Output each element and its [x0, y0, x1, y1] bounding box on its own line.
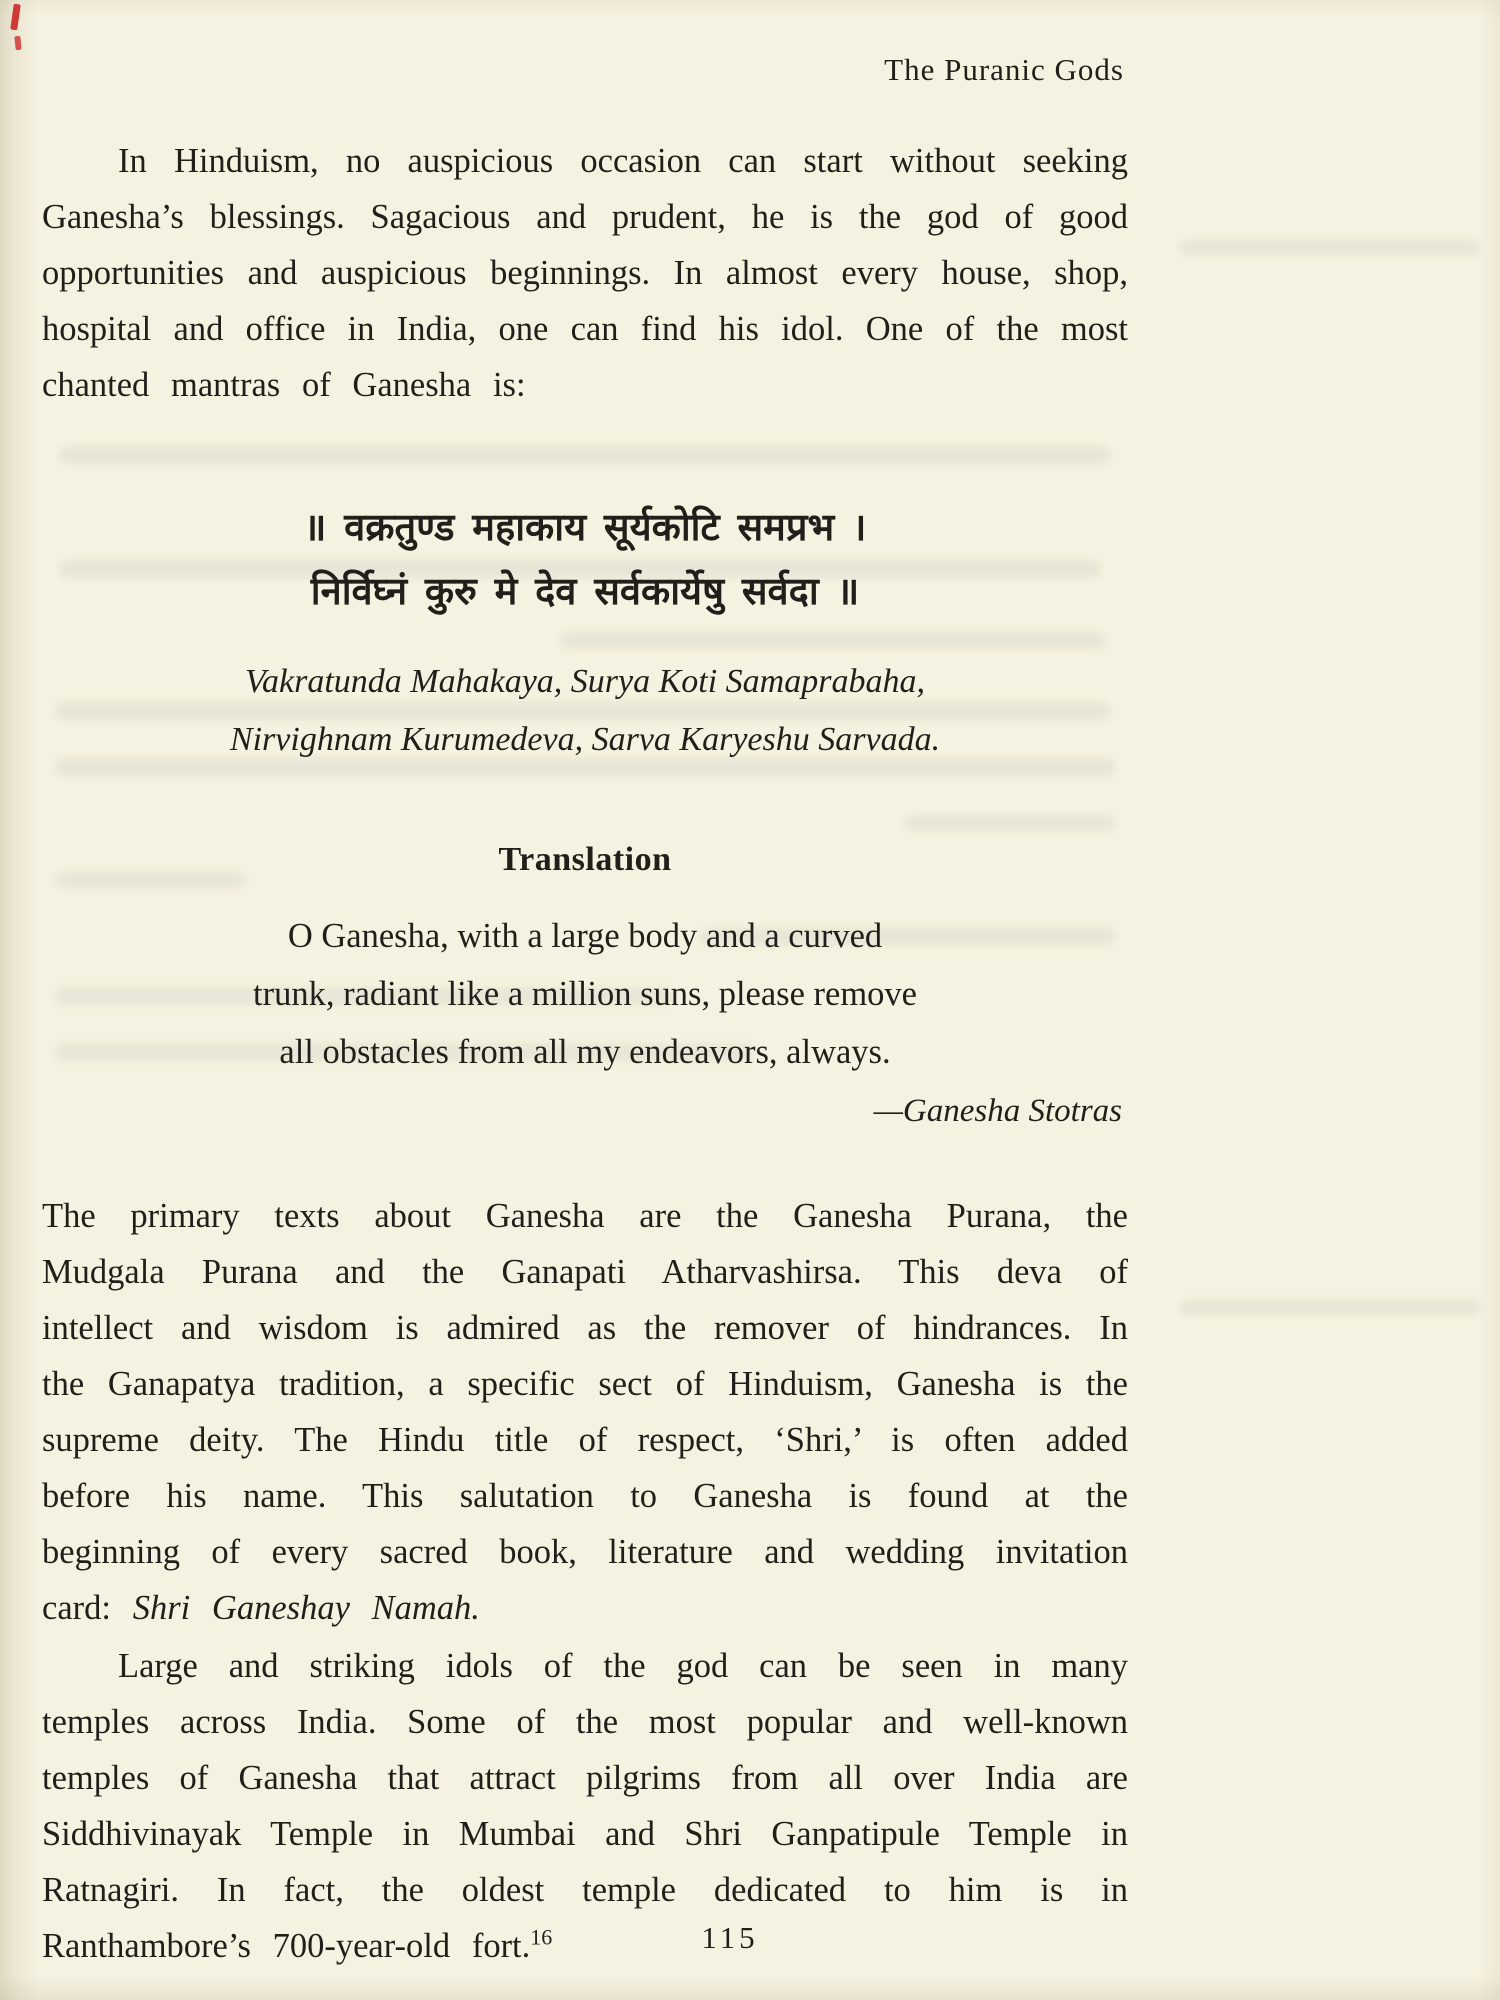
paragraph-temples-body: Large and striking idols of the god can be seen in many temples across India. Some of the most popular and well-known temples of Ganesha that attract pilgrims from all over India are Siddhivinayak Temple in Mumbai and Shri Ganpatipule Temple in Ratnagiri. In fact, the oldest temple dedicated to him is in Ranthambore’s 700-year-old fort.	[42, 1647, 1128, 1965]
paragraph-intro: In Hinduism, no auspicious occasion can start without seeking Ganesha’s blessings. Sagacious and prudent, he is the god of good opportunities and auspicious beginnings. In almost every house, shop, hospital and office in India, one can find his idol. One of the most chanted mantras of Ganesha is:	[42, 142, 1128, 404]
transliteration-line-2: Nirvighnam Kurumedeva, Sarva Karyeshu Sarvada.	[229, 721, 941, 758]
mantra-transliteration	[42, 653, 1128, 769]
paragraph-primary-texts-body: The primary texts about Ganesha are the Ganesha Purana, the Mudgala Purana and the Ganapati Atharvashirsa. This deva of intellect and wisdom is admired as the remover of hindrances. In the Ganapatya tradition, a specific sect of Hinduism, Ganesha is the supreme deity. The Hindu title of respect, ‘Shri,’ is often added before his name. This salutation to Ganesha is found at the beginning of every sacred book, literature and wedding invitation card:	[42, 1197, 1128, 1627]
footnote-reference: 16	[530, 1924, 553, 1950]
transliteration-line-1: Vakratunda Mahakaya, Surya Koti Samaprabaha,	[245, 663, 925, 700]
translation-line-1: O Ganesha, with a large body and a curved	[287, 917, 883, 955]
salutation-phrase: Shri Ganeshay Namah.	[132, 1589, 480, 1627]
paragraph-primary-texts	[42, 1188, 1128, 1636]
sanskrit-mantra	[42, 495, 1128, 623]
translation-line-3: all obstacles from all my endeavors, always.	[279, 1033, 891, 1071]
translation-text	[42, 907, 1128, 1081]
translation-heading: Translation	[498, 841, 672, 878]
mantra-attribution: —Ganesha Stotras	[873, 1093, 1122, 1129]
sanskrit-line-2: निर्विघ्नं कुरु मे देव सर्वकार्येषु सर्वदा ॥	[310, 569, 860, 613]
page-number: 115	[701, 1920, 759, 1955]
sanskrit-line-1: ॥ वक्रतुण्ड महाकाय सूर्यकोटि समप्रभ ।	[303, 505, 867, 549]
translation-line-2: trunk, radiant like a million suns, please remove	[253, 975, 917, 1013]
running-head: The Puranic Gods	[884, 52, 1124, 87]
